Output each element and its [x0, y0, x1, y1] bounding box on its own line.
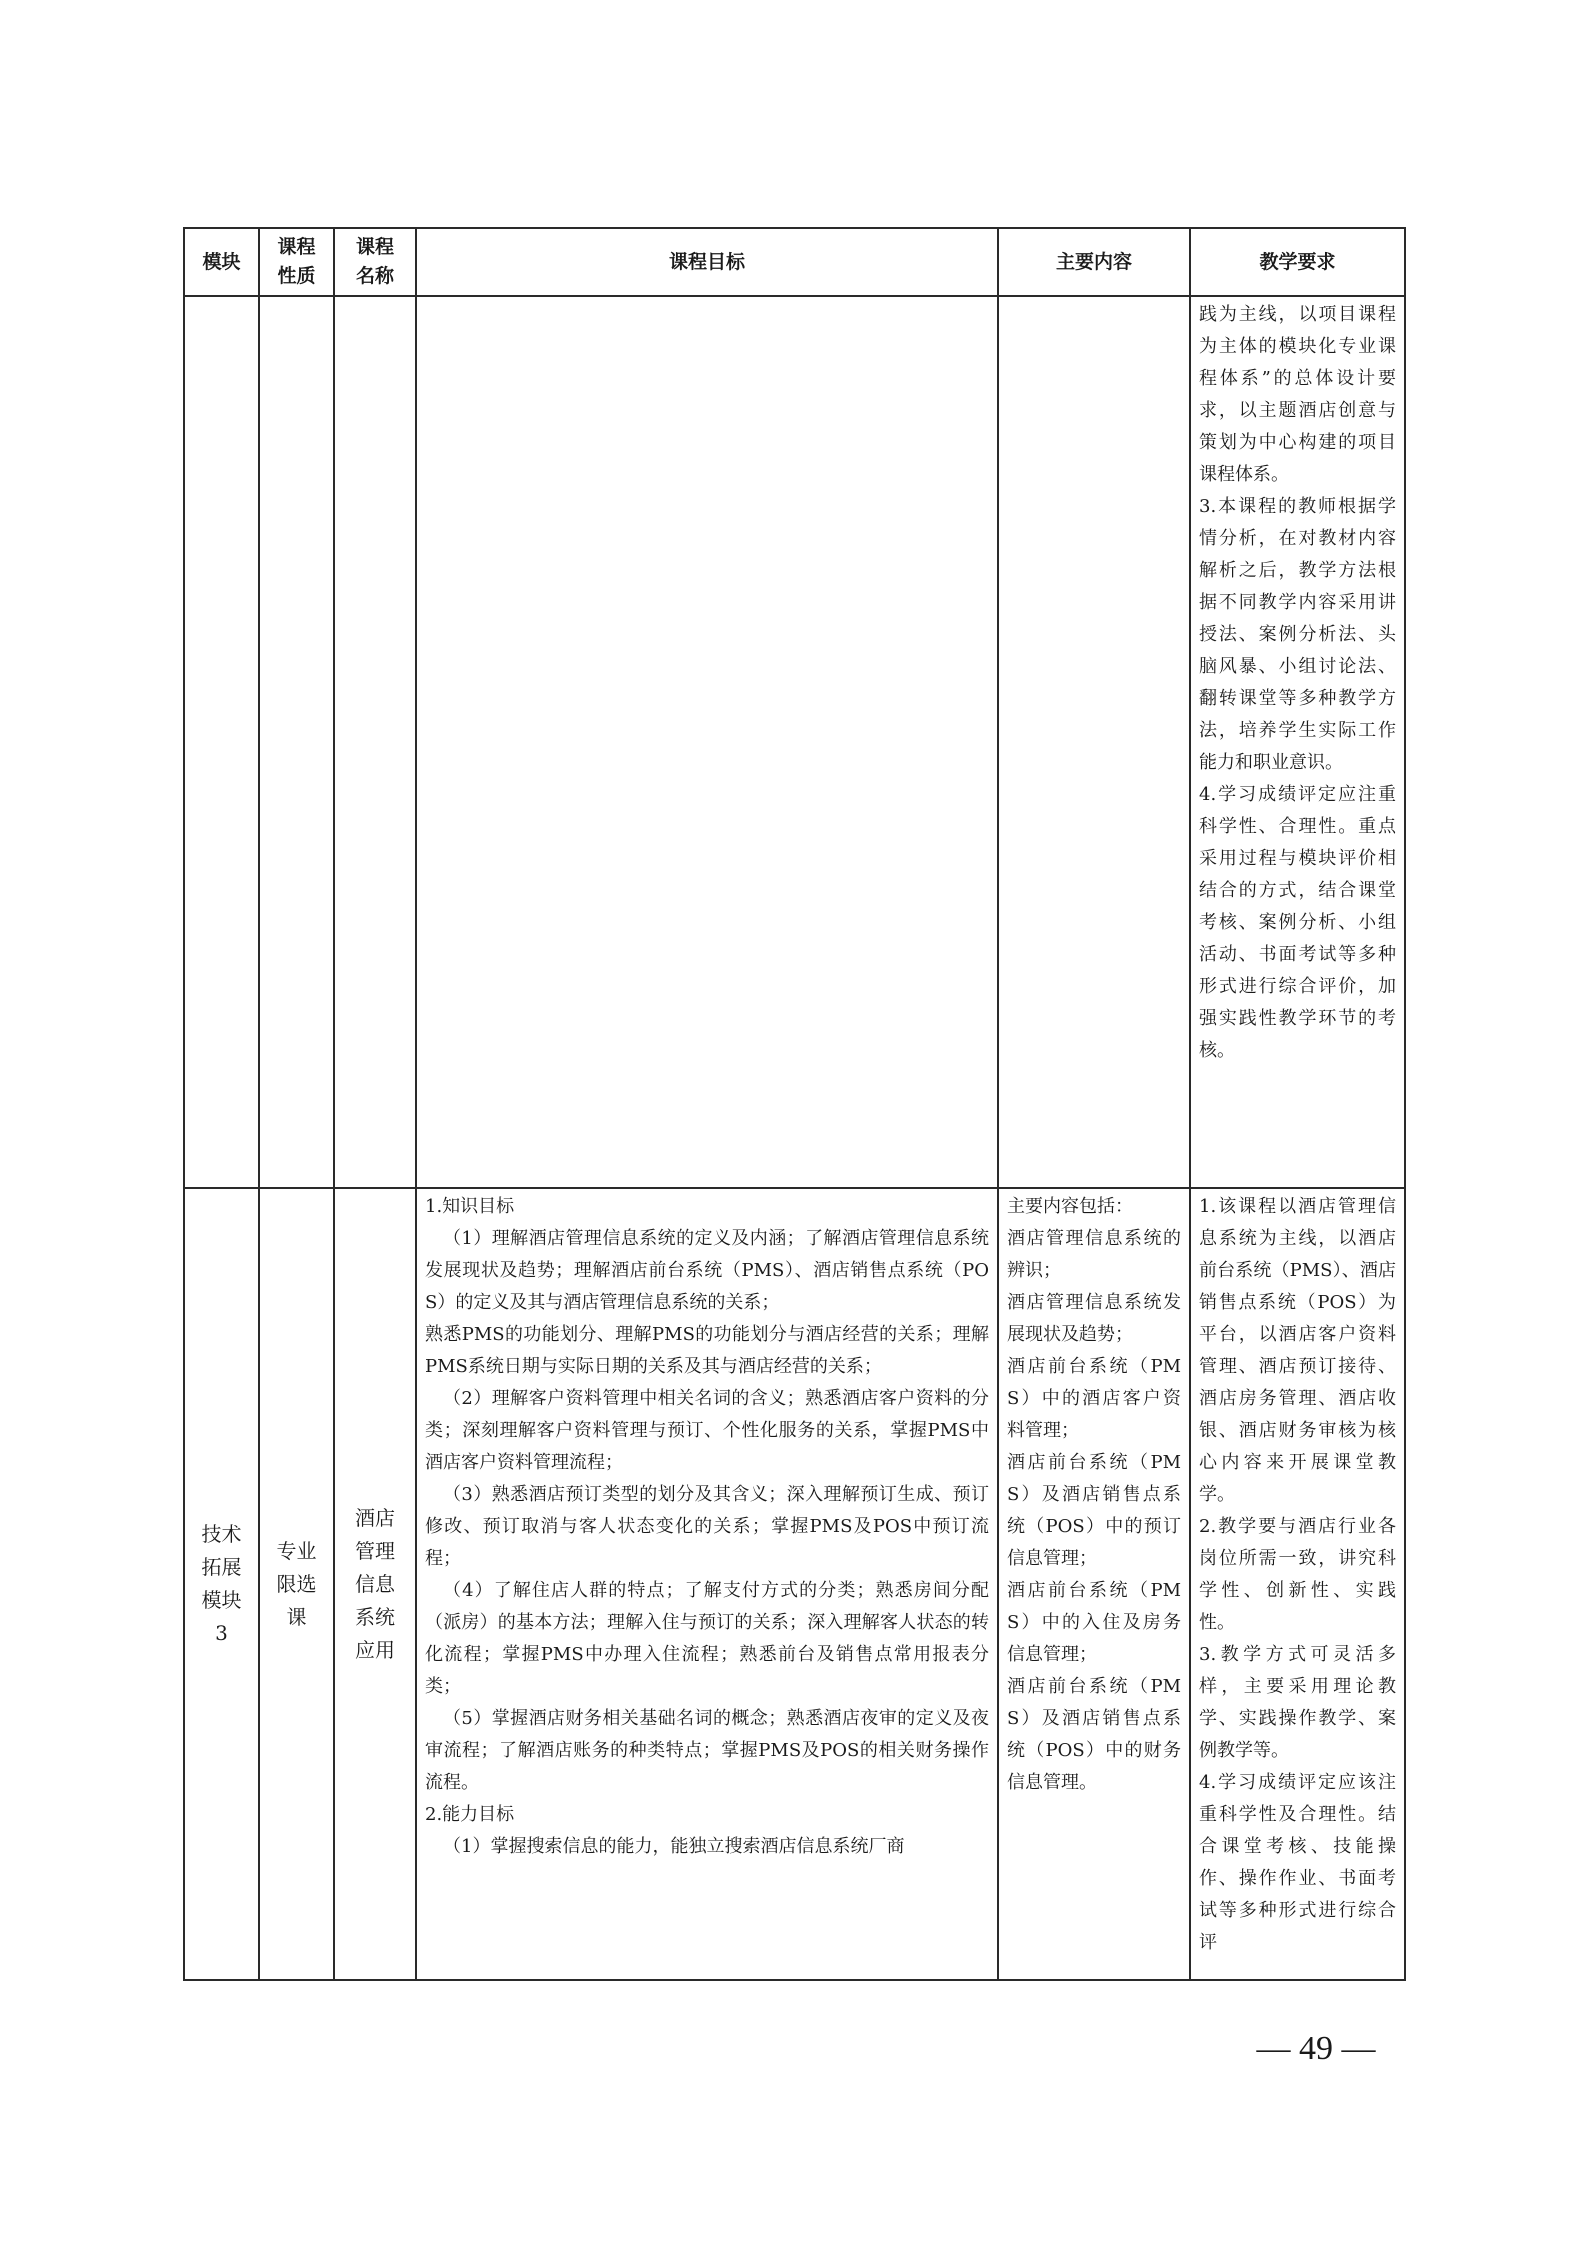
course-table	[183, 227, 1406, 1981]
content-item: 酒店前台系统（PMS）中的入住及房务信息管理；	[1007, 1580, 1181, 1665]
goal-heading: 1.知识目标	[425, 1196, 515, 1217]
module-label: 技术拓展模块3	[201, 1522, 242, 1645]
main-content-cell	[998, 1188, 1190, 1980]
goal-paragraph: （3）熟悉酒店预订类型的划分及其含义；深入理解预订生成、预订修改、预订取消与客人状态变化的关系；掌握PMS及POS中预订流程；	[425, 1484, 989, 1569]
header-row	[184, 228, 1405, 296]
goal-paragraph: （1）掌握搜索信息的能力，能独立搜索酒店信息系统厂商	[443, 1836, 905, 1857]
module-cell	[184, 296, 259, 1188]
page-number: — 49 —	[1256, 2030, 1376, 2067]
course-name-label: 酒店管理信息系统应用	[355, 1505, 395, 1662]
content-item: 主要内容包括：	[1007, 1196, 1133, 1217]
header-course-nature: 课程性质	[259, 228, 334, 296]
content-item: 酒店前台系统（PMS）及酒店销售点系统（POS）中的预订信息管理；	[1007, 1452, 1181, 1569]
header-main-content: 主要内容	[998, 228, 1190, 296]
header-module: 模块	[184, 228, 259, 296]
requirement-paragraph: 3.教学方式可灵活多样，主要采用理论教学、实践操作教学、案例教学等。	[1199, 1644, 1396, 1761]
course-goals-cell	[416, 1188, 998, 1980]
content-item: 酒店管理信息系统发展现状及趋势；	[1007, 1292, 1181, 1345]
content-item: 酒店前台系统（PMS）及酒店销售点系统（POS）中的财务信息管理。	[1007, 1676, 1181, 1793]
module-cell	[184, 1188, 259, 1980]
course-nature-cell	[259, 296, 334, 1188]
table-row	[184, 296, 1405, 1188]
header-teaching-requirements: 教学要求	[1190, 228, 1405, 296]
course-goals-cell	[416, 296, 998, 1188]
goal-paragraph: 熟悉PMS的功能划分、理解PMS的功能划分与酒店经营的关系；理解PMS系统日期与实际日期的关系及其与酒店经营的关系；	[425, 1324, 989, 1377]
requirement-paragraph: 践为主线，以项目课程为主体的模块化专业课程体系”的总体设计要求，以主题酒店创意与策划为中心构建的项目课程体系。	[1199, 304, 1396, 485]
header-course-name: 课程名称	[334, 228, 416, 296]
main-content-cell	[998, 296, 1190, 1188]
goal-paragraph: （1）理解酒店管理信息系统的定义及内涵；了解酒店管理信息系统发展现状及趋势；理解酒店前台系统（PMS）、酒店销售点系统（POS）的定义及其与酒店管理信息系统的关系；	[425, 1228, 989, 1313]
goal-paragraph: （2）理解客户资料管理中相关名词的含义；熟悉酒店客户资料的分类；深刻理解客户资料管理与预订、个性化服务的关系，掌握PMS中酒店客户资料管理流程；	[425, 1388, 989, 1473]
requirement-paragraph: 2.教学要与酒店行业各岗位所需一致，讲究科学性、创新性、实践性。	[1199, 1516, 1396, 1633]
content-item: 酒店管理信息系统的辨识；	[1007, 1228, 1181, 1281]
course-name-cell	[334, 296, 416, 1188]
course-nature-label: 专业限选课	[276, 1538, 317, 1629]
table-row	[184, 1188, 1405, 1980]
course-nature-cell	[259, 1188, 334, 1980]
course-name-cell	[334, 1188, 416, 1980]
teaching-requirements-cell	[1190, 296, 1405, 1188]
goal-heading: 2.能力目标	[425, 1804, 515, 1825]
requirement-paragraph: 3.本课程的教师根据学情分析，在对教材内容解析之后，教学方法根据不同教学内容采用讲授法、案例分析法、头脑风暴、小组讨论法、翻转课堂等多种教学方法，培养学生实际工作能力和职业意识。	[1199, 496, 1396, 773]
requirement-paragraph: 4.学习成绩评定应该注重科学性及合理性。结合课堂考核、技能操作、操作作业、书面考试等多种形式进行综合评	[1199, 1772, 1396, 1953]
header-course-goals: 课程目标	[416, 228, 998, 296]
goal-paragraph: （5）掌握酒店财务相关基础名词的概念；熟悉酒店夜审的定义及夜审流程；了解酒店账务的种类特点；掌握PMS及POS的相关财务操作流程。	[425, 1708, 989, 1793]
teaching-requirements-cell	[1190, 1188, 1405, 1980]
requirement-paragraph: 4.学习成绩评定应注重科学性、合理性。重点采用过程与模块评价相结合的方式，结合课堂考核、案例分析、小组活动、书面考试等多种形式进行综合评价，加强实践性教学环节的考核。	[1199, 784, 1396, 1061]
content-item: 酒店前台系统（PMS）中的酒店客户资料管理；	[1007, 1356, 1181, 1441]
requirement-paragraph: 1.该课程以酒店管理信息系统为主线，以酒店前台系统（PMS）、酒店销售点系统（POS）为平台，以酒店客户资料管理、酒店预订接待、酒店房务管理、酒店收银、酒店财务审核为核心内容来开展课堂教学。	[1199, 1196, 1396, 1505]
goal-paragraph: （4）了解住店人群的特点；了解支付方式的分类；熟悉房间分配（派房）的基本方法；理解入住与预订的关系；深入理解客人状态的转化流程；掌握PMS中办理入住流程；熟悉前台及销售点常用报表分类；	[425, 1580, 989, 1697]
